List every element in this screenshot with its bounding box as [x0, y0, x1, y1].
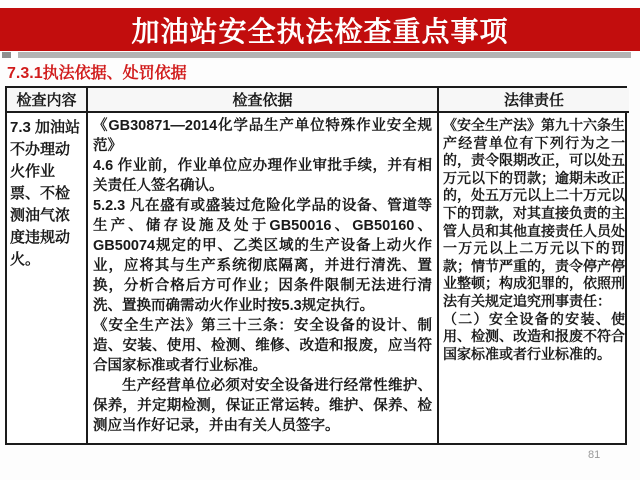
inspection-table [5, 86, 627, 445]
column-header-inspection-content: 检查内容 [7, 88, 88, 113]
basis-paragraph: 《安全生产法》第三十三条：安全设备的设计、制造、安装、使用、检测、维修、改造和报废，应当符合国家标准或者行业标准。 [93, 318, 432, 374]
page-number: 81 [588, 449, 601, 461]
column-header-legal-responsibility: 法律责任 [439, 88, 629, 113]
basis-paragraph: 4.6 作业前，作业单位应办理作业审批手续，并有相关责任人签名确认。 [93, 158, 432, 194]
column-header-inspection-basis: 检查依据 [88, 88, 439, 113]
cell-inspection-basis [88, 113, 439, 443]
slide-title: 加油站安全执法检查重点事项 [131, 15, 509, 47]
basis-paragraph: 《GB30871—2014化学品生产单位特殊作业安全规范》 [93, 118, 432, 154]
cell-legal-responsibility [439, 113, 629, 443]
legal-paragraph: 《安全生产法》第九十六条生产经营单位有下列行为之一的，责令限期改正，可以处五万元以下的罚款；逾期未改正的，处五万元以上二十万元以下的罚款，对其直接负责的主管人员和其他直接责任人员处一万元以上二万元以下的罚款；情节严重的，责令停产停业整顿；构成犯罪的，依照刑法有关规定追究刑事责任： [443, 117, 625, 309]
title-banner [0, 8, 640, 51]
basis-paragraph: 5.2.3 凡在盛有或盛装过危险化学品的设备、管道等生产、储存设施及处于GB50016、GB50160、GB50074规定的甲、乙类区域的生产设备上动火作业，应将其与生产系统彻底隔离，并进行清洗、置换，分析合格后方可作业；因条件限制无法进行清洗、置换而确需动火作业时按5.3规定执行。 [93, 198, 432, 314]
basis-paragraph: 生产经营单位必须对安全设备进行经常性维护、保养，并定期检测，保证正常运转。维护、保养、检测应当作好记录，并由有关人员签字。 [93, 378, 432, 434]
cell-inspection-content [7, 113, 88, 443]
legal-paragraph: （二）安全设备的安装、使用、检测、改造和报废不符合国家标准或者行业标准的。 [443, 310, 625, 362]
banner-shadow-stub [2, 52, 11, 58]
inspection-content-text: 7.3 加油站不办理动火作业票、不检测油气浓度违规动火。 [10, 119, 81, 268]
banner-shadow-bar [18, 52, 631, 58]
section-heading: 7.3.1执法依据、处罚依据 [7, 65, 187, 82]
